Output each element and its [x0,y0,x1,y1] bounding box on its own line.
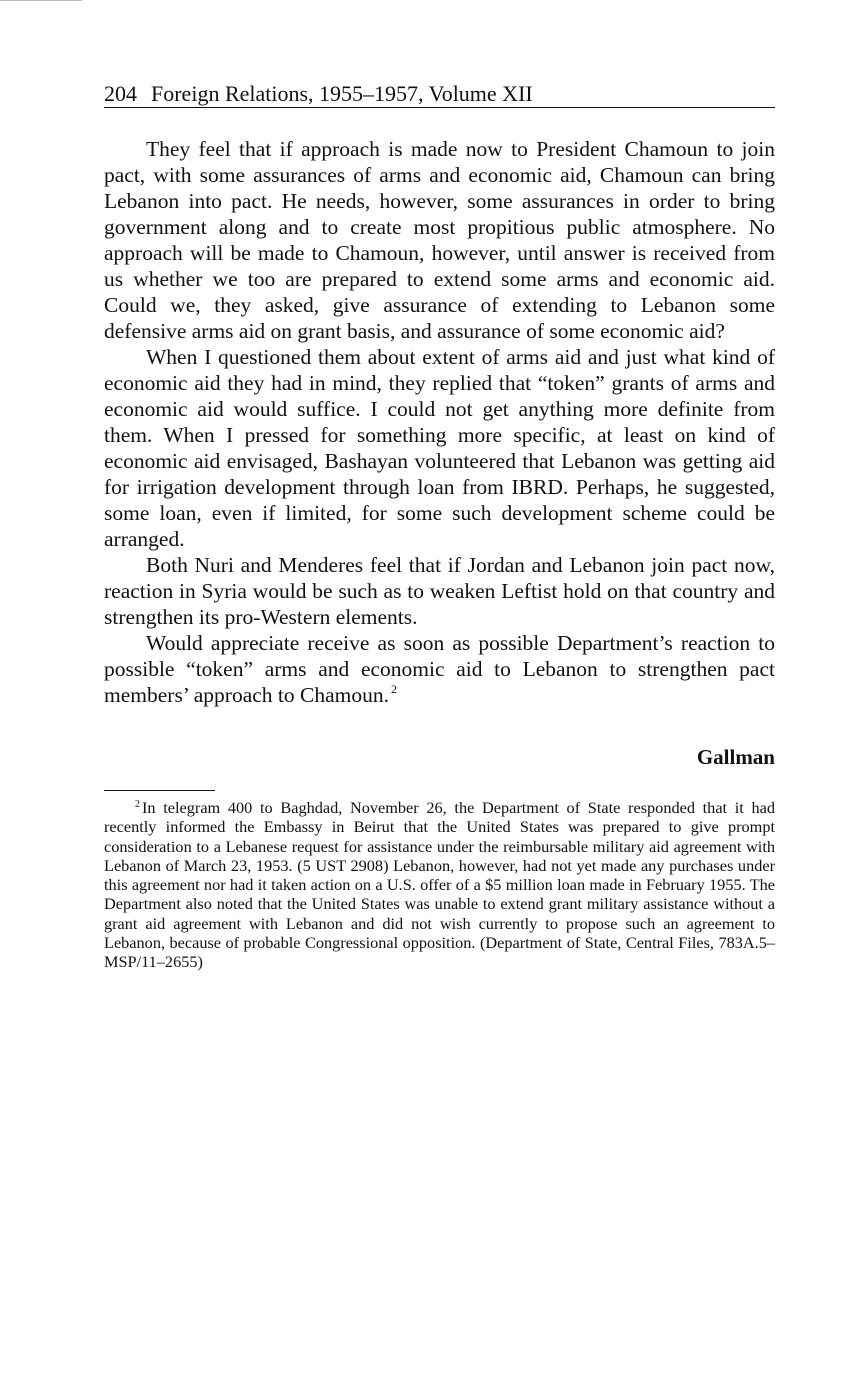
body-paragraph [104,630,775,708]
scan-corner-mark [0,0,82,1]
running-head [104,80,775,108]
footnote-reference: 2 [391,682,397,696]
signature: Gallman [696,745,775,769]
footnote-marker: 2 [135,799,140,810]
paragraph-text: They feel that if approach is made now to President Chamoun to join pact, with some assurances of arms and economic aid, Chamoun can bring Lebanon into pact. He needs, however, some assurances in order to bring government along and to create most propitious public atmosphere. No approach will be made to Chamoun, however, until answer is received from us whether we too are prepared to extend some arms and economic aid. Could we, they asked, give assurance of extending to Lebanon some defensive arms aid on grant basis, and assurance of some economic aid? [104,137,775,343]
body-paragraph [104,344,775,552]
body-paragraph [104,552,775,630]
telegram-body [104,136,775,708]
page-number: 204 [104,81,137,106]
paragraph-text: When I questioned them about extent of arms aid and just what kind of economic aid they had in mind, they replied that “token” grants of arms and economic aid would suffice. I could not get anything more definite from them. When I pressed for something more specific, at least on kind of economic aid envisaged, Bashayan volunteered that Lebanon was getting aid for irrigation development through loan from IBRD. Perhaps, he suggested, some loan, even if limited, for some such development scheme could be arranged. [104,345,775,551]
paragraph-text: Both Nuri and Menderes feel that if Jordan and Lebanon join pact now, reaction in Syria would be such as to weaken Leftist hold on that country and strengthen its pro-Western elements. [104,553,775,629]
footnote-divider [104,790,215,791]
body-paragraph [104,136,775,344]
paragraph-text: Would appreciate receive as soon as possible Department’s reaction to possible “token” arms and economic aid to Lebanon to strengthen pact members’ approach to Chamoun. [104,631,775,707]
footnote [104,798,775,972]
footnote-text: In telegram 400 to Baghdad, November 26, the Department of State responded that it had recently informed the Embassy in Beirut that the United States was prepared to give prompt consideration to a Lebanese request for assistance under the reimbursable military aid agreement with Lebanon of March 23, 1953. (5 UST 2908) Lebanon, however, had not yet made any purchases under this agreement nor had it taken action on a U.S. offer of a $5 million loan made in February 1955. The Department also noted that the United States was unable to extend grant military assistance without a grant aid agreement with Lebanon and did not wish currently to propose such an agreement to Lebanon, because of probable Congressional opposition. (Department of State, Central Files, 783A.5–MSP/11–2655) [104,798,775,972]
running-title: Foreign Relations, 1955–1957, Volume XII [151,81,533,106]
